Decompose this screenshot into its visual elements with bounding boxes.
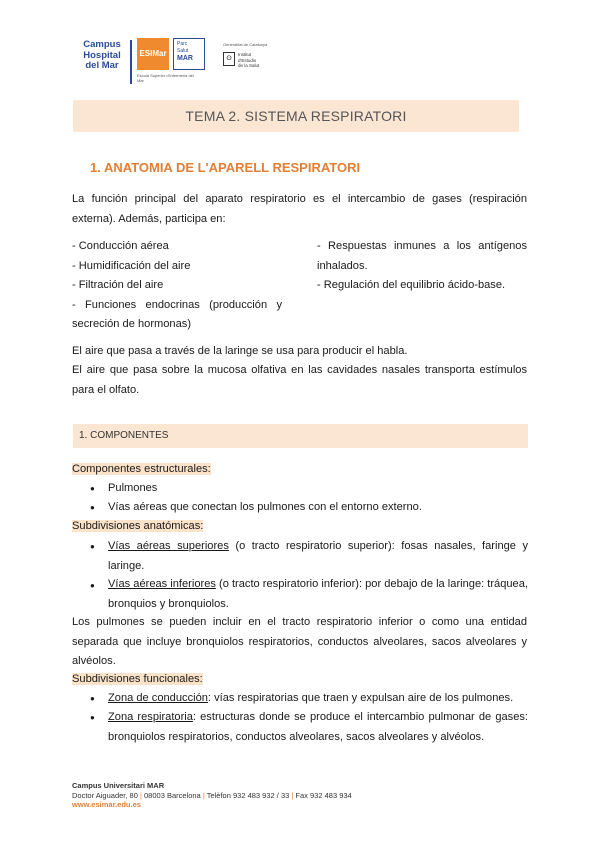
list-item: - Humidificación del aire (72, 259, 191, 272)
footer-fax: Fax 932 483 934 (293, 790, 352, 800)
campus-hospital-logo (72, 40, 132, 84)
list-item-text: : estructuras donde se produce el intercambio pulmonar de gases: bronquiolos respiratorios, conductos alveolares, sacos alveolares y alvéolos. (108, 711, 529, 743)
list-item (108, 708, 528, 747)
psm-logo-line: Salut (177, 48, 189, 54)
campus-logo-line: Hospital (83, 49, 121, 61)
footer-address-city: 08003 Barcelona (141, 790, 203, 800)
lungs-paragraph: Los pulmones se pueden incluir en el tracto respiratorio inferior o como una entidad separada que incluye bronquiolos respiratorios, conductos alveolares, sacos alveolares y alvéolos. (72, 616, 527, 667)
functions-right-list (317, 237, 527, 296)
bullet-icon: ● (90, 484, 95, 493)
olfactory-paragraph: El aire que pasa sobre la mucosa olfativa en las cavidades nasales transporta estímulos para el olfato. (72, 364, 527, 396)
structural-label (72, 460, 211, 480)
footer-website-link[interactable]: www.esimar.edu.es (72, 800, 141, 809)
bullet-icon: ● (90, 713, 95, 722)
generalitat-line: Institut (238, 52, 252, 57)
footer-separator: | (291, 790, 294, 800)
list-item-text: Pulmones (108, 482, 158, 494)
campus-logo-line: Campus (83, 39, 121, 50)
parc-salut-mar-logo (173, 38, 205, 70)
list-item: - Conducción aérea (72, 240, 169, 252)
footer-separator: | (139, 790, 142, 800)
esimar-subtitle: Escola Superior d'Infermeria del Mar (137, 73, 194, 83)
larynx-paragraph: El aire que pasa a través de la laringe se usa para producir el habla. (72, 345, 408, 357)
generalitat-logo (223, 42, 283, 72)
list-item-text: (o tracto respiratorio superior): fosas nasales, faringe y laringe. (108, 540, 528, 572)
functions-left-list (72, 237, 282, 335)
psm-logo-line: Parc (177, 41, 188, 47)
list-item-text: (o tracto respiratorio inferior): por debajo de la laringe: tráquea, bronquios y bronquiolos. (108, 578, 528, 610)
bullet-icon: ● (90, 542, 95, 551)
generalitat-text (238, 52, 259, 69)
campus-logo-line: del Mar (85, 60, 119, 71)
logo-divider (130, 40, 132, 84)
esimar-logo: ESIMar (137, 38, 169, 70)
bullet-icon: ● (90, 581, 95, 590)
term-upper-airways: Vías aéreas superiores (108, 540, 229, 552)
footer-address-street: Doctor Aiguader, 80 (72, 790, 140, 800)
section-heading: 1. ANATOMIA DE L'APARELL RESPIRATORI (90, 160, 361, 175)
footer-phone: Telèfon 932 483 932 / 33 (204, 790, 292, 800)
list-item (108, 498, 528, 518)
list-item: - Funciones endocrinas (producción y secreción de hormonas) (72, 298, 282, 330)
page-footer (72, 781, 352, 810)
list-item: - Filtración del aire (72, 279, 164, 291)
bullet-icon: ● (90, 694, 95, 703)
anatomical-label-text: Subdivisiones anatómicas: (72, 520, 204, 532)
generalitat-mark-icon: ⵙ (223, 52, 235, 66)
footer-separator: | (202, 790, 205, 800)
footer-address (72, 791, 352, 801)
subsection-band (73, 424, 528, 448)
footer-campus: Campus Universitari MAR (72, 781, 165, 790)
generalitat-line: d'Estudis (238, 57, 257, 63)
structural-label-text: Componentes estructurales: (72, 463, 211, 475)
term-conduction-zone: Zona de conducción (108, 692, 208, 704)
functional-label-text: Subdivisiones funcionales: (72, 673, 203, 685)
list-item: - Regulación del equilibrio ácido-base. (317, 279, 506, 291)
generalitat-line: de la Salut (238, 63, 260, 68)
intro-paragraph: La función principal del aparato respiratorio es el intercambio de gases (respiración externa). Además, participa en: (72, 193, 527, 225)
term-respiratory-zone: Zona respiratoria (108, 711, 193, 723)
term-lower-airways: Vías aéreas inferiores (108, 578, 216, 590)
subsection-title: 1. COMPONENTES (79, 430, 169, 441)
list-item (108, 479, 528, 499)
list-item (108, 537, 528, 576)
anatomical-label (72, 517, 203, 537)
document-title: TEMA 2. SISTEMA RESPIRATORI (185, 108, 407, 124)
bullet-icon: ● (90, 503, 95, 512)
list-item (108, 575, 528, 614)
list-item (108, 689, 528, 709)
list-item: - Respuestas inmunes a los antígenos inhalados. (317, 240, 527, 272)
list-item-text: : vías respiratorias que traen y expulsan aire de los pulmones. (207, 692, 514, 704)
list-item-text: Vías aéreas que conectan los pulmones con el entorno externo. (108, 501, 422, 513)
document-title-band (73, 100, 519, 132)
psm-logo-line: MAR (177, 55, 193, 62)
generalitat-top: Generalitat de Catalunya (223, 42, 268, 47)
functional-label (72, 670, 203, 690)
